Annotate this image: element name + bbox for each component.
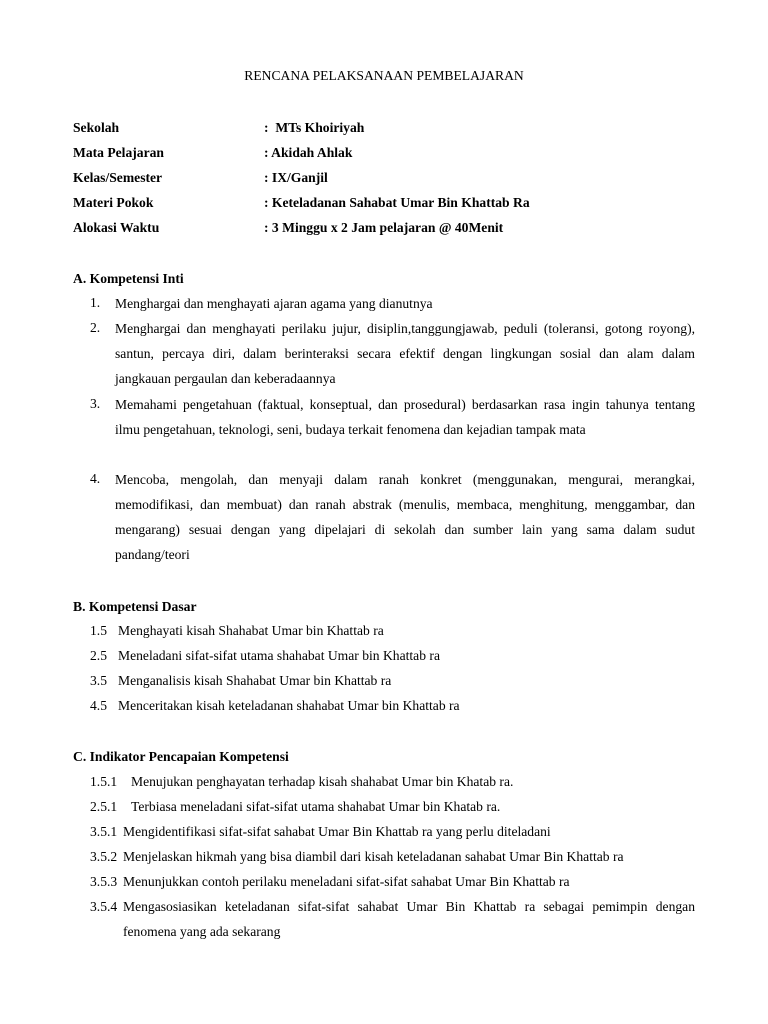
- info-value: : IX/Ganjil: [264, 170, 328, 185]
- list-text: Memahami pengetahuan (faktual, konseptual, dan prosedural) berdasarkan rasa ingin tahunya tentang ilmu pengetahuan, teknologi, seni, budaya terkait fenomena dan kejadian tampak mata: [115, 397, 695, 437]
- section-heading-kompetensi-dasar: B. Kompetensi Dasar: [73, 599, 197, 614]
- list-text: Menghargai dan menghayati ajaran agama yang dianutnya: [115, 296, 433, 311]
- info-label: Materi Pokok: [73, 195, 154, 210]
- section-heading-indikator: C. Indikator Pencapaian Kompetensi: [73, 749, 289, 764]
- list-text: Menujukan penghayatan terhadap kisah shahabat Umar bin Khatab ra.: [131, 774, 514, 789]
- list-number: 3.5: [90, 673, 107, 688]
- list-number: 1.: [90, 295, 101, 310]
- info-label: Sekolah: [73, 120, 120, 135]
- info-value: : Keteladanan Sahabat Umar Bin Khattab Ra: [264, 195, 530, 210]
- info-value: : 3 Minggu x 2 Jam pelajaran @ 40Menit: [264, 220, 504, 235]
- list-text: Menghayati kisah Shahabat Umar bin Khattab ra: [118, 623, 384, 638]
- info-row-materi-pokok: [73, 194, 703, 212]
- list-number: 3.5.3: [90, 874, 118, 889]
- document-title: RENCANA PELAKSANAAN PEMBELAJARAN: [244, 68, 524, 83]
- list-text: Menghargai dan menghayati perilaku jujur, disiplin,tanggungjawab, peduli (toleransi, gotong royong), santun, percaya diri, dalam berinteraksi secara efektif dengan lingkungan sosial dan alam dalam jangkauan pergaulan dan keberadaannya: [115, 321, 695, 386]
- list-number: 1.5.1: [90, 774, 118, 789]
- info-row-alokasi-waktu: [73, 219, 703, 237]
- section-heading-kompetensi-inti: A. Kompetensi Inti: [73, 271, 184, 286]
- list-text: Mencoba, mengolah, dan menyaji dalam ranah konkret (menggunakan, mengurai, merangkai, memodifikasi, dan membuat) dan ranah abstrak (menulis, membaca, menghitung, menggambar, dan mengarang) sesuai dengan yang dipelajari di sekolah dan sumber lain yang sama dalam sudut pandang/teori: [115, 472, 695, 562]
- list-text: Menceritakan kisah keteladanan shahabat Umar bin Khattab ra: [118, 698, 460, 713]
- list-text: Mengidentifikasi sifat-sifat sahabat Umar Bin Khattab ra yang perlu diteladani: [123, 824, 551, 839]
- info-row-kelas-semester: [73, 169, 703, 187]
- list-number: 3.5.2: [90, 849, 118, 864]
- info-label: Mata Pelajaran: [73, 145, 164, 160]
- list-number: 2.: [90, 320, 101, 335]
- info-row-mata-pelajaran: [73, 144, 703, 162]
- list-number: 2.5: [90, 648, 107, 663]
- list-text: Menjelaskan hikmah yang bisa diambil dari kisah keteladanan sahabat Umar Bin Khattab ra: [123, 849, 624, 864]
- list-text-line: Mengasosiasikan keteladanan sifat-sifat sahabat Umar Bin Khattab ra sebagai pemimpin dengan fenomena yang ada sekarang: [123, 899, 695, 939]
- list-text: Terbiasa meneladani sifat-sifat utama shahabat Umar bin Khatab ra.: [131, 799, 501, 814]
- info-value: : Akidah Ahlak: [264, 145, 353, 160]
- list-number: 3.5.1: [90, 824, 118, 839]
- list-text: Meneladani sifat-sifat utama shahabat Umar bin Khattab ra: [118, 648, 440, 663]
- info-label: Alokasi Waktu: [73, 220, 160, 235]
- list-text: [123, 894, 695, 944]
- info-label: Kelas/Semester: [73, 170, 163, 185]
- list-number: 4.5: [90, 698, 107, 713]
- info-value: : MTs Khoiriyah: [264, 120, 365, 135]
- list-number: 1.5: [90, 623, 107, 638]
- list-number: 3.: [90, 396, 101, 411]
- list-number: 3.5.4: [90, 899, 118, 914]
- info-row-sekolah: [73, 119, 703, 137]
- list-number: 4.: [90, 471, 101, 486]
- list-text: Menunjukkan contoh perilaku meneladani sifat-sifat sahabat Umar Bin Khattab ra: [123, 874, 570, 889]
- list-number: 2.5.1: [90, 799, 118, 814]
- list-text: Menganalisis kisah Shahabat Umar bin Khattab ra: [118, 673, 392, 688]
